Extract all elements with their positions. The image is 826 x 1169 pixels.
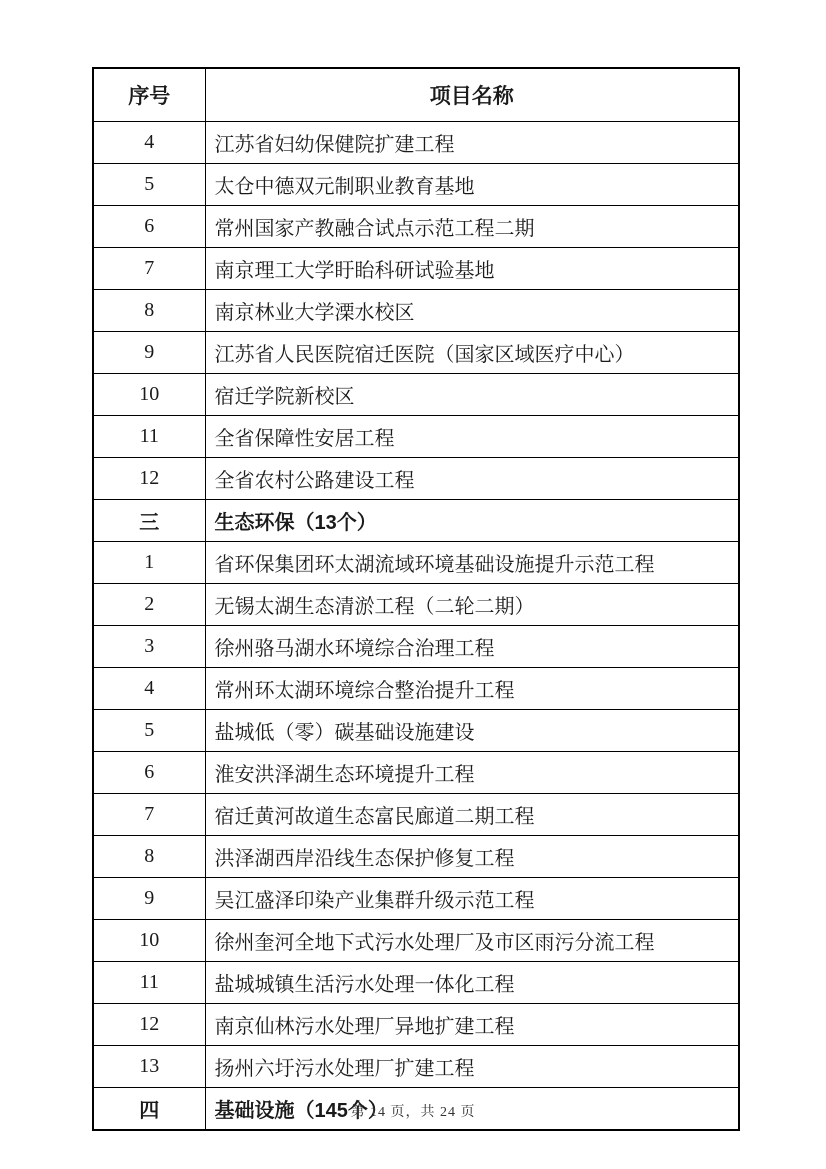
column-header-project-name: 项目名称 (205, 68, 739, 122)
table-row (93, 584, 739, 626)
table-row (93, 1004, 739, 1046)
project-name: 宿迁学院新校区 (205, 374, 739, 416)
table-row (93, 416, 739, 458)
row-index: 10 (93, 920, 205, 962)
row-index: 5 (93, 710, 205, 752)
table-row (93, 836, 739, 878)
section-title: 基础设施（145个） (205, 1088, 739, 1131)
project-name: 江苏省人民医院宿迁医院（国家区域医疗中心） (205, 332, 739, 374)
project-name: 南京理工大学盱眙科研试验基地 (205, 248, 739, 290)
row-index: 10 (93, 374, 205, 416)
row-index: 7 (93, 248, 205, 290)
row-index: 2 (93, 584, 205, 626)
table-row (93, 206, 739, 248)
row-index: 4 (93, 122, 205, 164)
row-index: 13 (93, 1046, 205, 1088)
row-index: 1 (93, 542, 205, 584)
project-name: 全省保障性安居工程 (205, 416, 739, 458)
table-row (93, 920, 739, 962)
project-name: 太仓中德双元制职业教育基地 (205, 164, 739, 206)
table-row (93, 164, 739, 206)
row-index: 11 (93, 416, 205, 458)
column-header-index: 序号 (93, 68, 205, 122)
table-row (93, 122, 739, 164)
project-name: 无锡太湖生态清淤工程（二轮二期） (205, 584, 739, 626)
project-name: 淮安洪泽湖生态环境提升工程 (205, 752, 739, 794)
section-index: 三 (93, 500, 205, 542)
table-row (93, 458, 739, 500)
project-name: 江苏省妇幼保健院扩建工程 (205, 122, 739, 164)
row-index: 9 (93, 878, 205, 920)
project-name: 盐城城镇生活污水处理一体化工程 (205, 962, 739, 1004)
row-index: 6 (93, 752, 205, 794)
section-row-ecology (93, 500, 739, 542)
table-row (93, 248, 739, 290)
project-name: 南京林业大学溧水校区 (205, 290, 739, 332)
project-name: 盐城低（零）碳基础设施建设 (205, 710, 739, 752)
project-name: 洪泽湖西岸沿线生态保护修复工程 (205, 836, 739, 878)
table-row (93, 626, 739, 668)
table-header-row (93, 68, 739, 122)
row-index: 9 (93, 332, 205, 374)
row-index: 6 (93, 206, 205, 248)
row-index: 12 (93, 1004, 205, 1046)
row-index: 7 (93, 794, 205, 836)
table-row (93, 374, 739, 416)
project-name: 宿迁黄河故道生态富民廊道二期工程 (205, 794, 739, 836)
table-row (93, 332, 739, 374)
table-row (93, 710, 739, 752)
table-row (93, 752, 739, 794)
table-row (93, 1046, 739, 1088)
table-row (93, 290, 739, 332)
table-row (93, 878, 739, 920)
project-name: 徐州骆马湖水环境综合治理工程 (205, 626, 739, 668)
row-index: 5 (93, 164, 205, 206)
row-index: 8 (93, 290, 205, 332)
section-title: 生态环保（13个） (205, 500, 739, 542)
row-index: 4 (93, 668, 205, 710)
table-row (93, 962, 739, 1004)
table-row (93, 794, 739, 836)
project-name: 吴江盛泽印染产业集群升级示范工程 (205, 878, 739, 920)
row-index: 11 (93, 962, 205, 1004)
row-index: 12 (93, 458, 205, 500)
project-name: 徐州奎河全地下式污水处理厂及市区雨污分流工程 (205, 920, 739, 962)
table-row (93, 668, 739, 710)
project-name: 扬州六圩污水处理厂扩建工程 (205, 1046, 739, 1088)
page-number-footer: 第 14 页，共 24 页 (350, 1105, 476, 1120)
row-index: 3 (93, 626, 205, 668)
project-name: 常州国家产教融合试点示范工程二期 (205, 206, 739, 248)
row-index: 8 (93, 836, 205, 878)
project-name: 常州环太湖环境综合整治提升工程 (205, 668, 739, 710)
section-index: 四 (93, 1088, 205, 1131)
project-name: 南京仙林污水处理厂异地扩建工程 (205, 1004, 739, 1046)
project-list-table (92, 67, 740, 1131)
project-name: 省环保集团环太湖流域环境基础设施提升示范工程 (205, 542, 739, 584)
project-name: 全省农村公路建设工程 (205, 458, 739, 500)
table-row (93, 542, 739, 584)
